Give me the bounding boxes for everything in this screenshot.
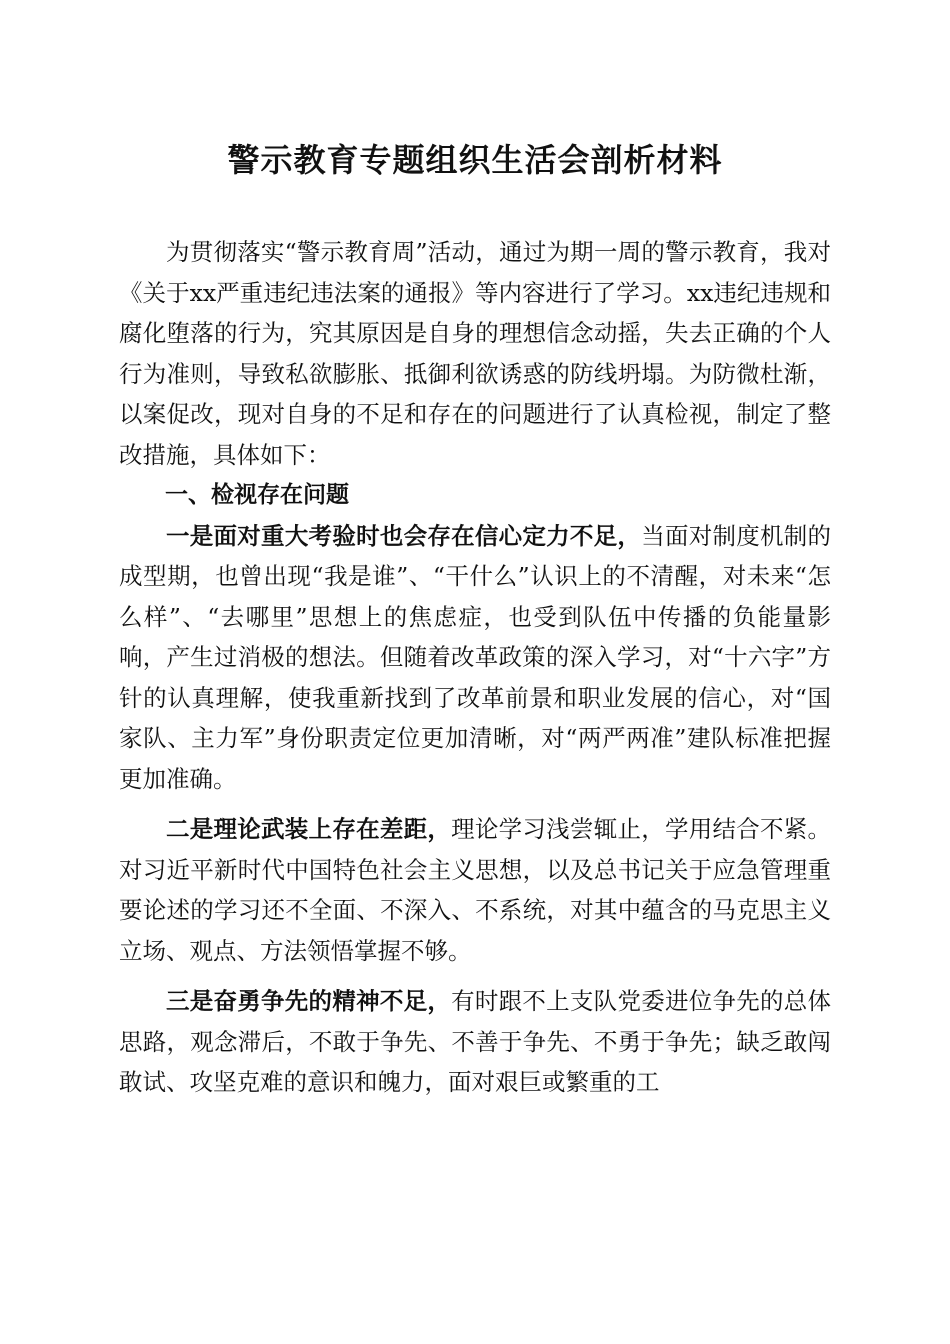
problem-item-2-lead: 二是理论武装上存在差距， [166,815,452,843]
problem-item-3 [119,981,831,1103]
problem-item-3-text: 有时跟不上支队党委进位争先的总体思路，观念滞后，不敢于争先、不善于争先、不勇于争先；缺乏敢闯敢试、攻坚克难的意识和魄力，面对艰巨或繁重的工 [119,987,832,1096]
problem-item-1-text: 当面对制度机制的成型期，也曾出现“我是谁”、“干什么”认识上的不清醒，对未来“怎么样”、“去哪里”思想上的焦虑症，也受到队伍中传播的负能量影响，产生过消极的想法。但随着改革政策的深入学习，对“十六字”方针的认真理解，使我重新找到了改革前景和职业发展的信心，对“国家队、主力军”身份职责定位更加清晰，对“两严两准”建队标准把握更加准确。 [119,521,832,793]
section-heading-1: 一、检视存在问题 [165,482,349,508]
problem-item-2 [119,809,831,971]
document-body [119,232,831,1103]
intro-paragraph: 为贯彻落实“警示教育周”活动，通过为期一周的警示教育，我对《关于xx严重违纪违法案的通报》等内容进行了学习。xx违纪违规和腐化堕落的行为，究其原因是自身的理想信念动摇，失去正确的个人行为准则，导致私欲膨胀、抵御利欲诱惑的防线坍塌。为防微杜渐，以案促改，现对自身的不足和存在的问题进行了认真检视，制定了整改措施，具体如下： [119,238,831,469]
problem-item-3-lead: 三是奋勇争先的精神不足， [166,987,452,1015]
document-title: 警示教育专题组织生活会剖析材料 [227,141,723,179]
problem-item-1-lead: 一是面对重大考验时也会存在信心定力不足， [166,521,642,550]
problem-item-2-text: 理论学习浅尝辄止，学用结合不紧。对习近平新时代中国特色社会主义思想，以及总书记关于应急管理重要论述的学习还不全面、不深入、不系统，对其中蕴含的马克思主义立场、观点、方法领悟掌握不够。 [119,815,832,965]
problem-item-1 [119,516,831,800]
